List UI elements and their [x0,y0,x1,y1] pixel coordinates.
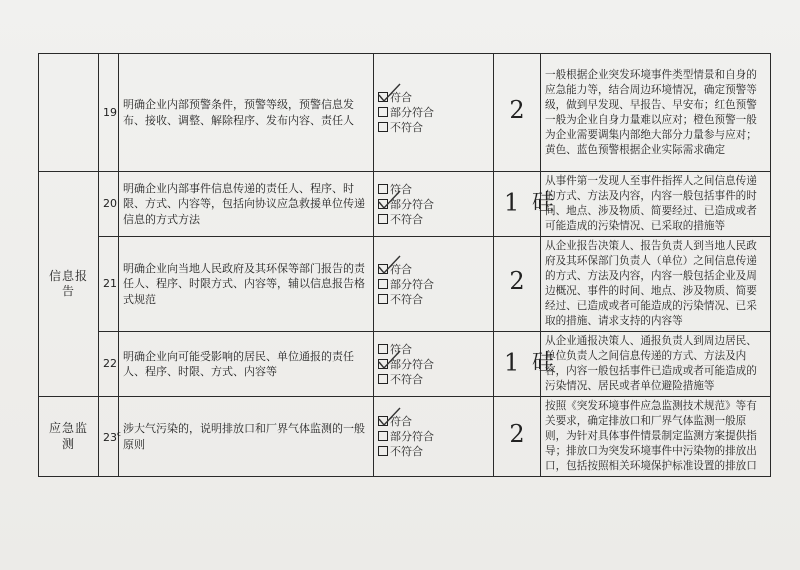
handwritten-score: 2 [509,267,525,296]
basis-text: 一般根据企业突发环境事件类型情景和自身的应急能力等，结合周边环境情况，确定预警等级，做到早发现、早报告、早安布；红色预警一般为企业自身力量难以应对；橙色预警一般为企业需要调集内部绝大部分力量参与应对；黄色、蓝色预警根据企业实际需求确定 [541,54,771,172]
checkbox[interactable] [378,107,388,117]
handwritten-mark: 硅 [532,350,555,376]
checkbox[interactable] [378,431,388,441]
option-label: 不符合 [390,212,423,226]
option-label: 不符合 [390,121,423,134]
option-label: 不符合 [390,372,423,386]
requirement-text: 明确企业内部预警条件，预警等级，预警信息发布、接收、调整、解除程序、发布内容、责任人 [119,54,374,172]
option-label: 符合 [390,415,412,428]
checkbox-checked[interactable] [378,416,388,426]
category-cell: 信息报告 [39,172,99,397]
option-partial[interactable] [378,197,489,212]
checkbox[interactable] [378,279,388,289]
option-label: 不符合 [390,292,423,306]
option-noncomply[interactable] [378,444,489,459]
option-group [374,332,494,397]
option-noncomply[interactable] [378,372,489,387]
option-label: 部分符合 [390,106,434,119]
option-comply[interactable] [378,262,489,277]
option-noncomply[interactable] [378,292,489,307]
handwritten-score: 2 [509,419,525,448]
item-number [99,397,119,477]
score-cell [494,397,541,477]
requirement-text: 明确企业向当地人民政府及其环保等部门报告的责任人、程序、时限方式、内容等，辅以信息报告格式规范 [119,237,374,332]
option-label: 符合 [390,182,412,196]
option-comply[interactable] [378,414,489,429]
option-partial[interactable] [378,105,489,120]
item-number: 20 [99,172,119,237]
checkbox[interactable] [378,184,388,194]
table-row [39,54,771,172]
requirement-text: 明确企业内部事件信息传递的责任人、程序、时限、方式、内容等，包括向协议应急救援单位传递信息的方式方法 [119,172,374,237]
score-cell [494,172,555,237]
option-partial[interactable] [378,429,489,444]
evaluation-table [38,53,771,477]
checkbox[interactable] [378,214,388,224]
checkbox-checked[interactable] [378,199,388,209]
option-noncomply[interactable] [378,120,489,135]
item-number: 22 [99,332,119,397]
item-number: 21 [99,237,119,332]
score-cell [494,54,541,172]
checkbox-checked[interactable] [378,264,388,274]
category-cell: 应急监测 [39,397,99,477]
basis-text: 从企业报告决策人、报告负责人到当地人民政府及其环保部门负责人（单位）之间信息传递的方式、方法及内容，内容一般包括企业及周边概况、事件的时间、地点、涉及物质、简要经过、已造成或者可能造成的污染情况、已采取的措施、请求支持的内容等 [541,237,771,332]
option-label: 部分符合 [390,430,434,443]
option-comply[interactable] [378,182,489,197]
item-number: 19 [99,54,119,172]
basis-text: 从事件第一发现人至事件指挥人之间信息传递的方式、方法及内容，内容一般包括事件的时间、地点、涉及物质、简要经过、已造成或者可能造成的污染情况、已采取的措施等 [541,172,771,237]
handwritten-score: 2 [509,95,525,124]
score-cell [494,237,541,332]
option-noncomply[interactable] [378,212,489,227]
checkbox-checked[interactable] [378,92,388,102]
score-cell [494,332,555,397]
table-row [39,332,771,397]
checkbox[interactable] [378,122,388,132]
option-comply[interactable] [378,342,489,357]
option-comply[interactable] [378,90,489,105]
option-label: 不符合 [390,445,423,458]
table-row [39,397,771,477]
option-partial[interactable] [378,357,489,372]
option-label: 部分符合 [390,197,434,211]
handwritten-score: 1 [504,188,520,217]
option-label: 符合 [390,91,412,104]
requirement-text: 明确企业向可能受影响的居民、单位通报的责任人、程序、时限、方式、内容等 [119,332,374,397]
item-number-value: 23 [103,431,117,445]
table-row [39,237,771,332]
option-label: 部分符合 [390,277,434,291]
option-partial[interactable] [378,277,489,292]
handwritten-mark: 硅 [532,190,555,216]
checkbox-checked[interactable] [378,359,388,369]
checkbox[interactable] [378,374,388,384]
basis-text: 从企业通报决策人、通报负责人到周边居民、单位负责人之间信息传递的方式、方法及内容，内容一般包括事件已造成或者可能造成的污染情况、居民或者单位避险措施等 [541,332,771,397]
handwritten-score: 1 [504,348,520,377]
option-group [374,172,494,237]
option-label: 部分符合 [390,357,434,371]
option-group [374,237,494,332]
option-label: 符合 [390,342,412,356]
option-group [374,54,494,172]
checkbox[interactable] [378,446,388,456]
item-number-superscript: c [117,430,121,439]
checkbox[interactable] [378,294,388,304]
table-row [39,172,771,237]
option-label: 符合 [390,262,412,276]
checkbox[interactable] [378,344,388,354]
option-group [374,397,494,477]
category-cell [39,54,99,172]
basis-text: 按照《突发环境事件应急监测技术规范》等有关要求，确定排放口和厂界气体监测一般原则，为针对具体事件情景制定监测方案提供指导；排放口为突发环境事件中污染物的排放出口，包括按照相关环境保护标准设置的排放口 [541,397,771,477]
requirement-text: 涉大气污染的，说明排放口和厂界气体监测的一般原则 [119,397,374,477]
